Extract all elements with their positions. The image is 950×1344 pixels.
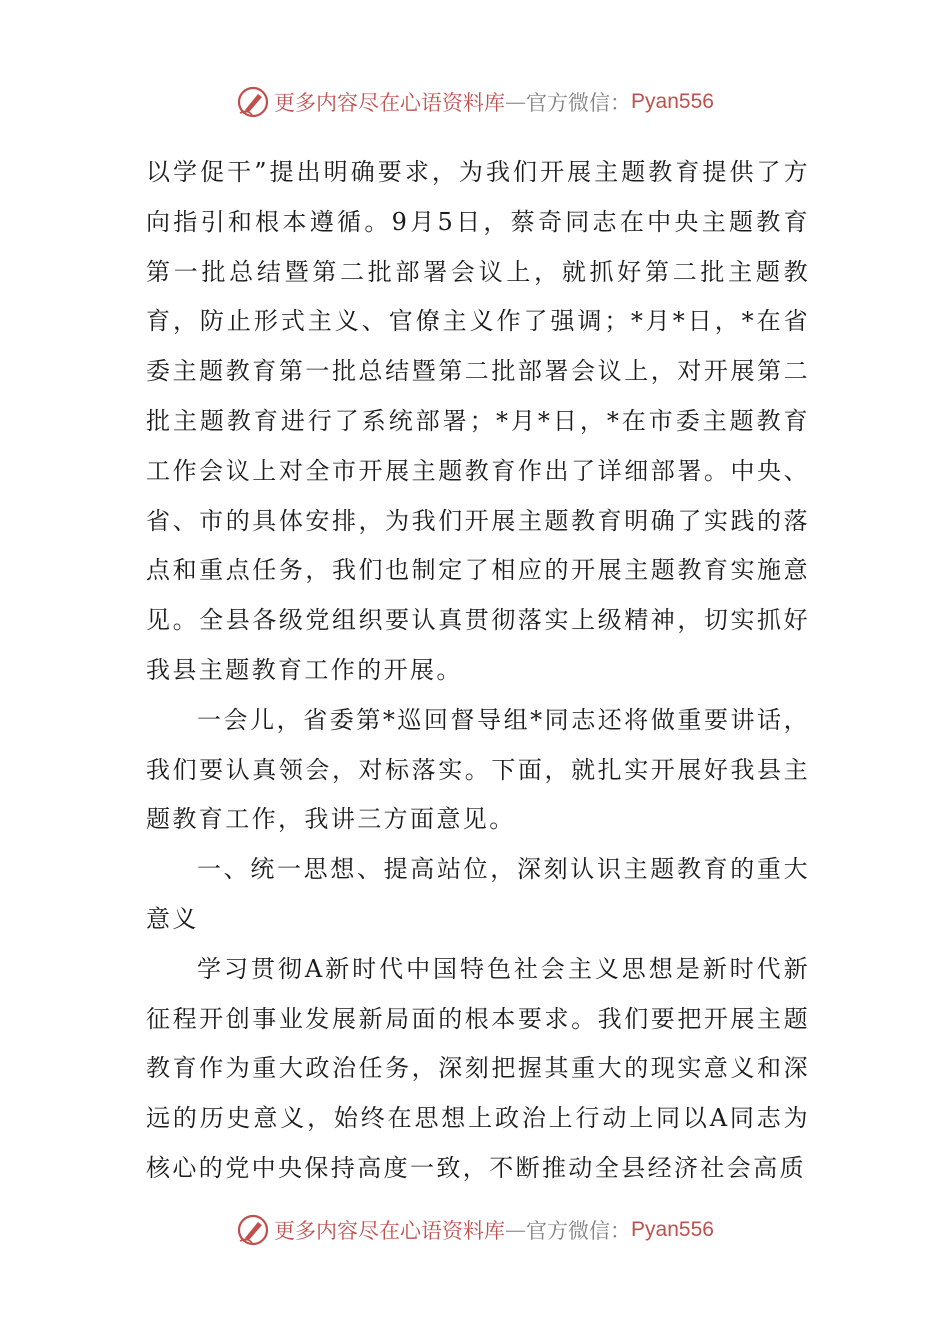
pen-nib-logo-icon bbox=[236, 85, 270, 119]
footer-watermark-banner bbox=[0, 1210, 950, 1250]
body-paragraph: 以学促干”提出明确要求，为我们开展主题教育提供了方向指引和根本遵循。9月5日，蔡奇同志在中央主题教育第一批总结暨第二批部署会议上，就抓好第二批主题教育，防止形式主义、官僚主义作了强调；*月*日，*在省委主题教育第一批总结暨第二批部署会议上，对开展第二批主题教育进行了系统部署；*月*日，*在市委主题教育工作会议上对全市开展主题教育作出了详细部署。中央、省、市的具体安排，为我们开展主题教育明确了实践的落点和重点任务，我们也制定了相应的开展主题教育实施意见。全县各级党组织要认真贯彻落实上级精神，切实抓好我县主题教育工作的开展。 bbox=[146, 158, 810, 684]
header-watermark-banner bbox=[0, 82, 950, 122]
banner-separator: — bbox=[505, 1218, 527, 1242]
wechat-label: 官方微信： bbox=[526, 1219, 632, 1243]
wechat-label: 官方微信： bbox=[526, 91, 632, 115]
document-body bbox=[146, 148, 810, 1194]
body-paragraph: 一会儿，省委第*巡回督导组*同志还将做重要讲话，我们要认真领会，对标落实。下面，就扎实开展好我县主题教育工作，我讲三方面意见。 bbox=[146, 705, 810, 834]
pen-nib-logo-icon bbox=[236, 1213, 270, 1247]
wechat-id: Pyan556 bbox=[631, 90, 714, 113]
promo-text: 更多内容尽在心语资料库 bbox=[274, 91, 506, 115]
promo-text: 更多内容尽在心语资料库 bbox=[274, 1219, 506, 1243]
wechat-id: Pyan556 bbox=[631, 1218, 714, 1241]
section-heading: 一、统一思想、提高站位，深刻认识主题教育的重大意义 bbox=[146, 855, 810, 933]
body-paragraph: 学习贯彻A新时代中国特色社会主义思想是新时代新征程开创事业发展新局面的根本要求。我们要把开展主题教育作为重大政治任务，深刻把握其重大的现实意义和深远的历史意义，始终在思想上政治上行动上同以A同志为核心的党中央保持高度一致，不断推动全县经济社会高质 bbox=[146, 954, 810, 1182]
banner-separator: — bbox=[505, 90, 527, 114]
